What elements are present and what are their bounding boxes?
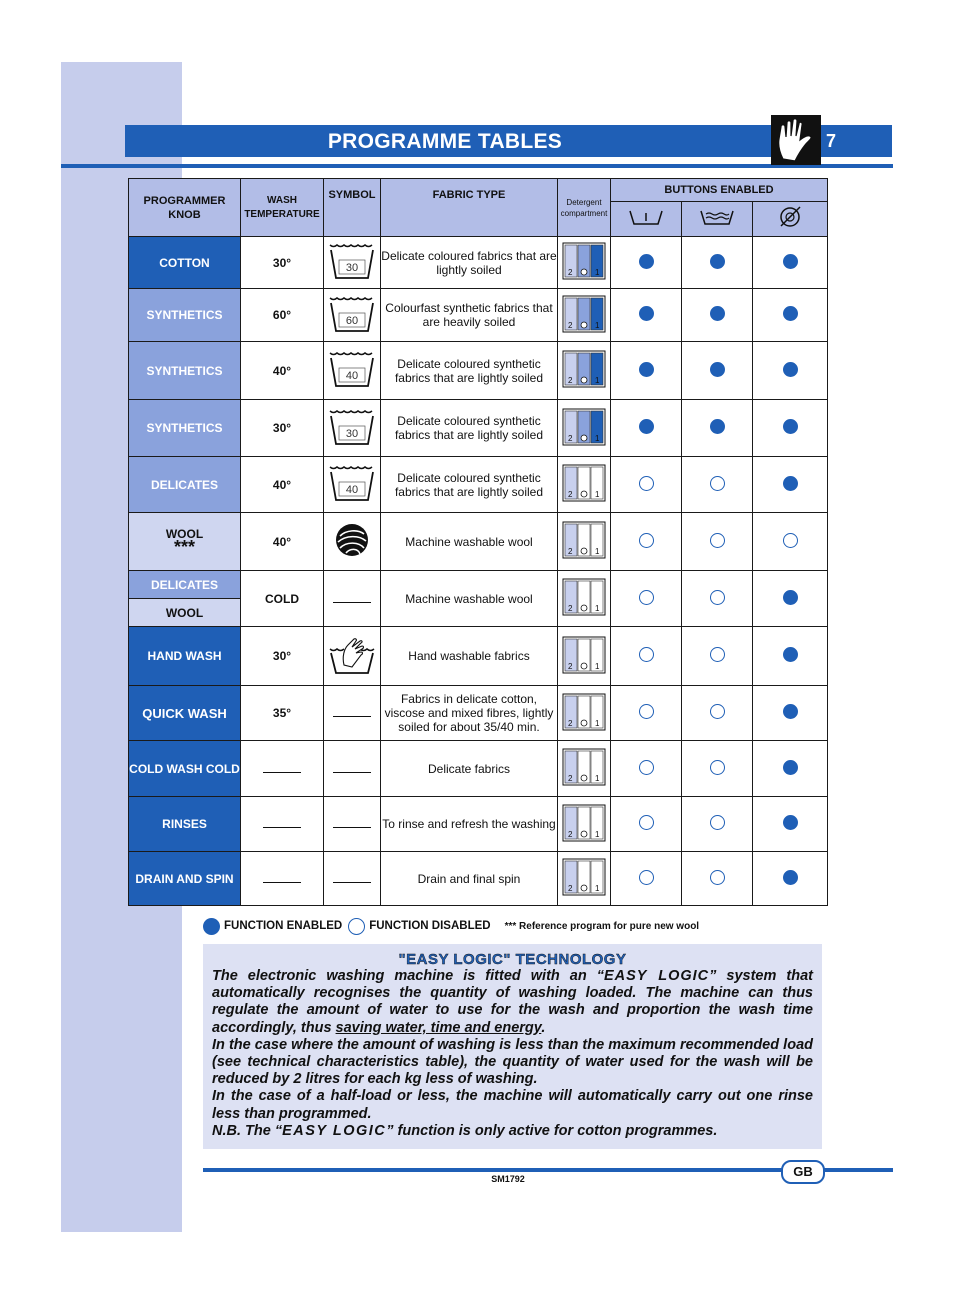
detergent-label-2: 2 [568,547,573,556]
button-cell [682,797,753,852]
table-row [129,457,828,513]
button-cell [611,571,682,627]
detergent-label-1: 1 [595,661,600,671]
function-enabled-dot [710,419,725,434]
detergent-label-2: 2 [568,718,573,728]
detergent-label-2: 2 [568,320,573,330]
button-cell [682,571,753,627]
programme-knob [129,237,241,289]
legend-reference-note: *** Reference program for pure new wool [504,920,700,932]
document-code: SM1792 [491,1174,525,1184]
fabric-type: Delicate coloured synthetic fabrics that are lightly soiled [381,400,558,457]
legend-disabled-dot [348,918,365,935]
easy-logic-paragraph-1: The electronic washing machine is fitted with an “EASY LOGIC” system that automatically recognises the quantity of washing loaded. The machine can thus regulate the amount of water to use for the wash and proportion the wash time accordingly, thus saving water, time and energy. [212,968,813,1036]
symbol-cell [324,627,381,686]
no-symbol-dash [333,882,371,883]
programme-knob: DELICATES [129,571,241,599]
programme-knob-label: SYNTHETICS [146,421,223,435]
symbol-cell [324,342,381,400]
programme-knob-label: WOOL [165,527,204,541]
detergent-label-1: 1 [595,433,600,443]
symbol-temp-label: 40 [345,484,359,496]
no-temp-dash [263,882,301,883]
button-cell [611,852,682,906]
detergent-drawer-icon [562,491,606,505]
programme-knob [129,852,241,906]
function-disabled-dot [710,590,725,605]
button-cell [753,289,828,342]
programme-knob-label: SYNTHETICS [146,308,223,322]
symbol-cell [324,237,381,289]
wash-temperature: 30° [241,237,324,289]
header-detergent: Detergent compartment [558,179,611,237]
detergent-label-2: 2 [568,884,573,893]
no-temp-dash [263,772,301,773]
table-row [129,342,828,400]
button-cell [753,686,828,741]
symbol-temp-label: 30 [345,262,359,274]
table-row [129,686,828,741]
function-enabled-dot [710,254,725,269]
button-cell [753,457,828,513]
programme-knob-label: DELICATES [150,477,219,492]
detergent-cell [558,627,611,686]
detergent-cell [558,686,611,741]
programme-knob [129,686,241,741]
symbol-cell [324,741,381,797]
function-enabled-dot [783,815,798,830]
hand-wash-symbol-icon [328,664,376,678]
detergent-cell [558,797,611,852]
detergent-drawer-icon [562,435,606,449]
programme-knob-label: RINSES [162,817,207,831]
programme-knob [129,513,241,571]
fabric-type: Delicate coloured fabrics that are lightly soiled [381,237,558,289]
detergent-drawer-icon [562,775,606,789]
no-symbol-dash [333,827,371,828]
header-rule [61,164,893,168]
detergent-label-1: 1 [595,376,600,385]
page-title: PROGRAMME TABLES [327,130,563,153]
wash-tub-icon [328,427,376,450]
button-cell [753,852,828,906]
button-cell [611,627,682,686]
wash-temperature [241,797,324,852]
button-cell [682,852,753,906]
detergent-label-1: 1 [595,268,600,277]
fabric-type: Delicate fabrics [381,741,558,797]
detergent-cell [558,852,611,906]
wash-tub-icon [328,484,376,506]
button-cell [753,237,828,289]
function-enabled-dot [639,362,654,377]
function-enabled-dot [639,419,654,434]
wash-tub-icon [328,314,376,337]
function-disabled-dot [639,647,654,662]
function-disabled-dot [639,760,654,775]
wash-temperature: 40° [241,457,324,513]
programme-knob [129,797,241,852]
function-disabled-dot [710,760,725,775]
detergent-label-2: 2 [568,376,573,385]
header-temp: WASH TEMPERATURE [241,179,324,237]
function-disabled-dot [710,704,725,719]
button-cell [611,686,682,741]
function-enabled-dot [783,704,798,719]
detergent-label-1: 1 [595,320,600,330]
legend-enabled-dot [203,918,220,935]
programme-knob [129,627,241,686]
fabric-type: Drain and final spin [381,852,558,906]
symbol-cell [324,797,381,852]
symbol-cell [324,571,381,627]
symbol-cell [324,513,381,571]
wash-tub-icon [328,370,376,392]
easy-logic-heading: "EASY LOGIC" TECHNOLOGY [398,951,627,968]
function-disabled-dot [639,533,654,548]
wash-temperature: 60° [241,289,324,342]
header-knob: PROGRAMMER KNOB [129,179,241,237]
button-cell [682,513,753,571]
detergent-label-2: 2 [568,661,573,671]
detergent-label-1: 1 [595,490,600,499]
function-disabled-dot [783,533,798,548]
button-cell [611,342,682,400]
no-symbol-dash [333,772,371,773]
function-disabled-dot [710,815,725,830]
button-cell [753,571,828,627]
detergent-label-1: 1 [595,718,600,728]
wash-temperature: 30° [241,627,324,686]
function-disabled-dot [639,870,654,885]
easy-logic-paragraph-3: In the case of a half-load or less, the machine will automatically carry out one rinse less than programmed. [212,1088,813,1122]
detergent-drawer-icon [562,377,606,391]
function-disabled-dot [710,647,725,662]
programme-knob-label: SYNTHETICS [146,363,223,378]
detergent-cell [558,513,611,571]
table-row [129,400,828,457]
table-row [129,289,828,342]
detergent-label-1: 1 [595,547,600,556]
function-disabled-dot [710,533,725,548]
function-enabled-dot [783,362,798,377]
button-cell [682,289,753,342]
function-enabled-dot [639,306,654,321]
detergent-drawer-icon [562,322,606,336]
header-fabric: FABRIC TYPE [381,179,558,237]
detergent-label-1: 1 [595,774,600,783]
detergent-cell [558,457,611,513]
detergent-label-1: 1 [595,829,600,839]
button-rinse-hold-icon [682,202,753,237]
button-cell [753,400,828,457]
button-cell [682,400,753,457]
detergent-cell [558,237,611,289]
symbol-temp-label: 40 [345,370,359,382]
button-cell [682,627,753,686]
table-row [129,797,828,852]
detergent-label-2: 2 [568,604,573,613]
symbol-cell [324,289,381,342]
detergent-label-2: 2 [568,490,573,499]
detergent-drawer-icon [562,720,606,734]
detergent-drawer-icon [562,663,606,677]
button-cell [611,400,682,457]
symbol-cell [324,686,381,741]
function-enabled-dot [783,647,798,662]
button-cell [753,342,828,400]
function-disabled-dot [639,704,654,719]
detergent-drawer-icon [562,885,606,899]
detergent-label-2: 2 [568,268,573,277]
fabric-type: Machine washable wool [381,513,558,571]
table-row [129,627,828,686]
detergent-cell [558,342,611,400]
function-enabled-dot [783,870,798,885]
programme-knob [129,400,241,457]
wash-tub-icon [328,262,376,284]
fabric-type: Delicate coloured synthetic fabrics that are lightly soiled [381,457,558,513]
wash-temperature [241,852,324,906]
detergent-label-2: 2 [568,829,573,839]
legend [203,916,699,936]
function-disabled-dot [639,476,654,491]
function-disabled-dot [710,870,725,885]
button-cell [611,513,682,571]
function-enabled-dot [783,476,798,491]
language-badge: GB [781,1160,825,1184]
button-no-spin-icon [753,202,828,237]
header-buttons: BUTTONS ENABLED [611,179,828,202]
detergent-label-1: 1 [595,604,600,613]
symbol-cell [324,457,381,513]
button-cell [682,342,753,400]
function-enabled-dot [710,306,725,321]
programme-table [128,178,828,906]
function-enabled-dot [639,254,654,269]
button-cell [753,741,828,797]
symbol-temp-label: 30 [345,427,359,440]
programme-knob-label: HAND WASH [147,649,222,663]
table-row [129,237,828,289]
wash-temperature [241,741,324,797]
no-symbol-dash [333,602,371,603]
button-cell [611,797,682,852]
wash-temperature: 35° [241,686,324,741]
detergent-drawer-icon [562,605,606,619]
detergent-drawer-icon [562,831,606,845]
function-enabled-dot [783,590,798,605]
easy-logic-box [203,944,822,1149]
function-enabled-dot [710,362,725,377]
fabric-type: Machine washable wool [381,571,558,627]
detergent-cell [558,741,611,797]
detergent-label-1: 1 [595,884,600,893]
programme-knob [129,457,241,513]
function-enabled-dot [783,419,798,434]
detergent-cell [558,289,611,342]
detergent-cell [558,571,611,627]
fabric-type: Colourfast synthetic fabrics that are heavily soiled [381,289,558,342]
programme-knob-label: DRAIN AND SPIN [135,871,234,886]
button-cell [682,237,753,289]
header-symbol: SYMBOL [324,179,381,237]
function-enabled-dot [783,760,798,775]
button-cell [682,741,753,797]
wash-temperature: 40° [241,513,324,571]
table-row [129,741,828,797]
legend-enabled-label: FUNCTION ENABLED [224,920,343,932]
page-number: 7 [826,131,837,151]
function-enabled-dot [783,254,798,269]
easy-logic-paragraph-2: In the case where the amount of washing is less than the maximum recommended load (see technical characteristics table), the quantity of water used for the wash will be reduced by 2 litres for each kg less of washing. [212,1036,813,1088]
symbol-temp-label: 60 [345,314,359,327]
wash-temperature: 30° [241,400,324,457]
detergent-drawer-icon [562,269,606,283]
button-cell [611,457,682,513]
button-cell [682,457,753,513]
function-disabled-dot [710,476,725,491]
programme-knob [129,741,241,797]
programme-knob-label: QUICK WASH [142,705,227,721]
detergent-label-2: 2 [568,774,573,783]
programme-knob [129,289,241,342]
button-cell [611,237,682,289]
function-enabled-dot [783,306,798,321]
hand-icon [771,115,821,165]
symbol-cell [324,400,381,457]
detergent-cell [558,400,611,457]
detergent-label-2: 2 [568,433,573,443]
programme-knob [129,342,241,400]
detergent-drawer-icon [562,548,606,562]
no-temp-dash [263,827,301,828]
reference-mark: *** [173,537,195,557]
fabric-type: Hand washable fabrics [381,627,558,686]
fabric-type: Delicate coloured synthetic fabrics that are lightly soiled [381,342,558,400]
button-cell [753,797,828,852]
wool-symbol-icon [332,549,372,563]
table-row [129,571,828,599]
function-disabled-dot [639,815,654,830]
table-row [129,513,828,571]
wash-temperature: COLD [241,571,324,627]
button-cell [753,627,828,686]
fabric-type: To rinse and refresh the washing [381,797,558,852]
button-cell [682,686,753,741]
no-symbol-dash [333,716,371,717]
function-disabled-dot [639,590,654,605]
button-cell [753,513,828,571]
wash-temperature: 40° [241,342,324,400]
legend-disabled-label: FUNCTION DISABLED [369,920,491,932]
programme-knob-secondary: WOOL [129,599,241,627]
button-prewash-icon [611,202,682,237]
programme-knob-label: COTTON [159,255,210,270]
table-row [129,852,828,906]
button-cell [611,741,682,797]
easy-logic-paragraph-4: N.B. The “EASY LOGIC” function is only active for cotton programmes. [212,1122,718,1139]
symbol-cell [324,852,381,906]
button-cell [611,289,682,342]
fabric-type: Fabrics in delicate cotton, viscose and mixed fibres, lightly soiled for about 35/40 min. [381,686,558,741]
programme-knob-label: COLD WASH COLD [129,761,240,776]
